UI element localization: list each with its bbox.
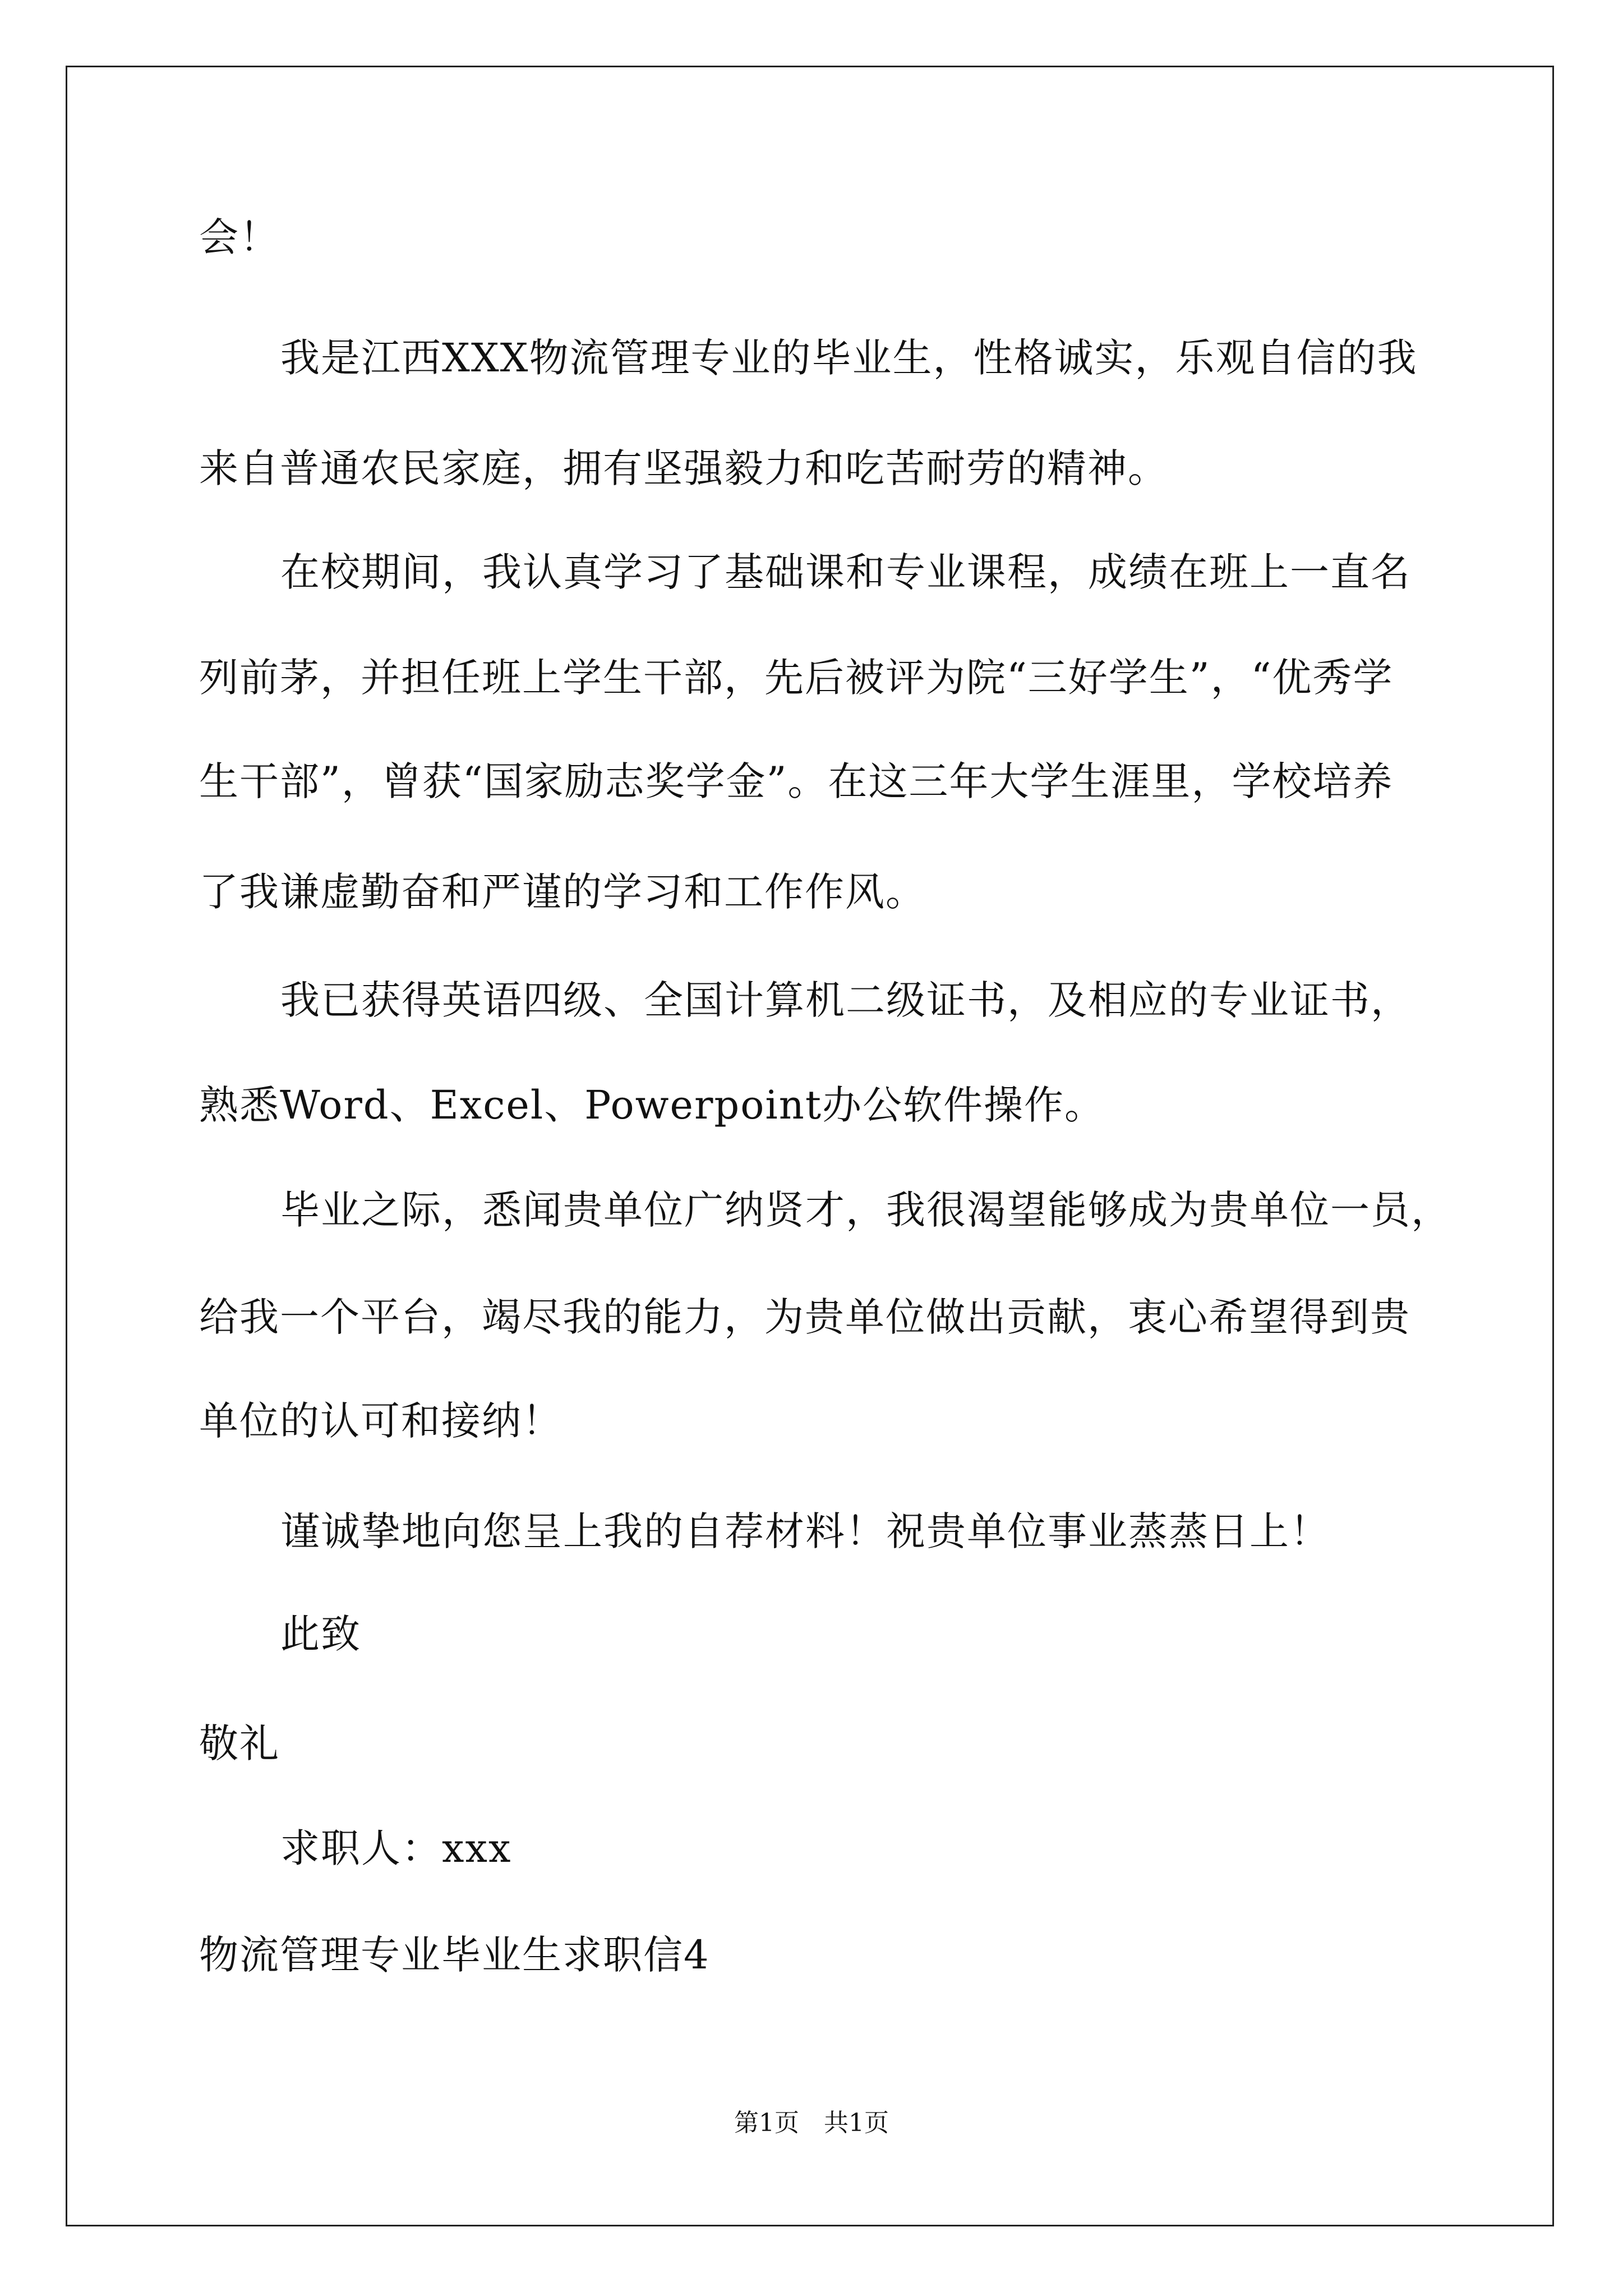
text-line-10: 毕业之际，悉闻贵单位广纳贤才，我很渴望能够成为贵单位一员， [280,1187,1451,1233]
closing-line-1: 此致 [280,1611,361,1657]
signature-line: 求职人：xxx [280,1825,512,1871]
text-line-3: 来自普通农民家庭，拥有坚强毅力和吃苦耐劳的精神。 [199,445,1168,491]
text-line-8: 我已获得英语四级、全国计算机二级证书，及相应的专业证书， [280,977,1411,1023]
page-frame [66,66,1554,2226]
next-section-title: 物流管理专业毕业生求职信4 [199,1932,710,1978]
page-footer: 第1页 共1页 [734,2109,889,2137]
text-line-6: 生干部”，曾获“国家励志奖学金”。在这三年大学生涯里，学校培养 [199,758,1394,804]
text-line-11: 给我一个平台，竭尽我的能力，为贵单位做出贡献，衷心希望得到贵 [199,1294,1410,1340]
text-line-7: 了我谦虚勤奋和严谨的学习和工作作风。 [199,869,926,915]
text-line-4: 在校期间，我认真学习了基础课和专业课程，成绩在班上一直名 [280,549,1411,595]
text-line-12: 单位的认可和接纳！ [199,1398,562,1444]
closing-line-2: 敬礼 [199,1720,280,1766]
text-line-5: 列前茅，并担任班上学生干部，先后被评为院“三好学生”，“优秀学 [199,655,1394,701]
text-line-1: 会！ [199,214,280,260]
text-line-13: 谨诚挚地向您呈上我的自荐材料！祝贵单位事业蒸蒸日上！ [280,1508,1330,1554]
text-line-9: 熟悉Word、Excel、Powerpoint办公软件操作。 [199,1082,1105,1128]
text-line-2: 我是江西XXX物流管理专业的毕业生，性格诚实，乐观自信的我 [280,335,1418,381]
